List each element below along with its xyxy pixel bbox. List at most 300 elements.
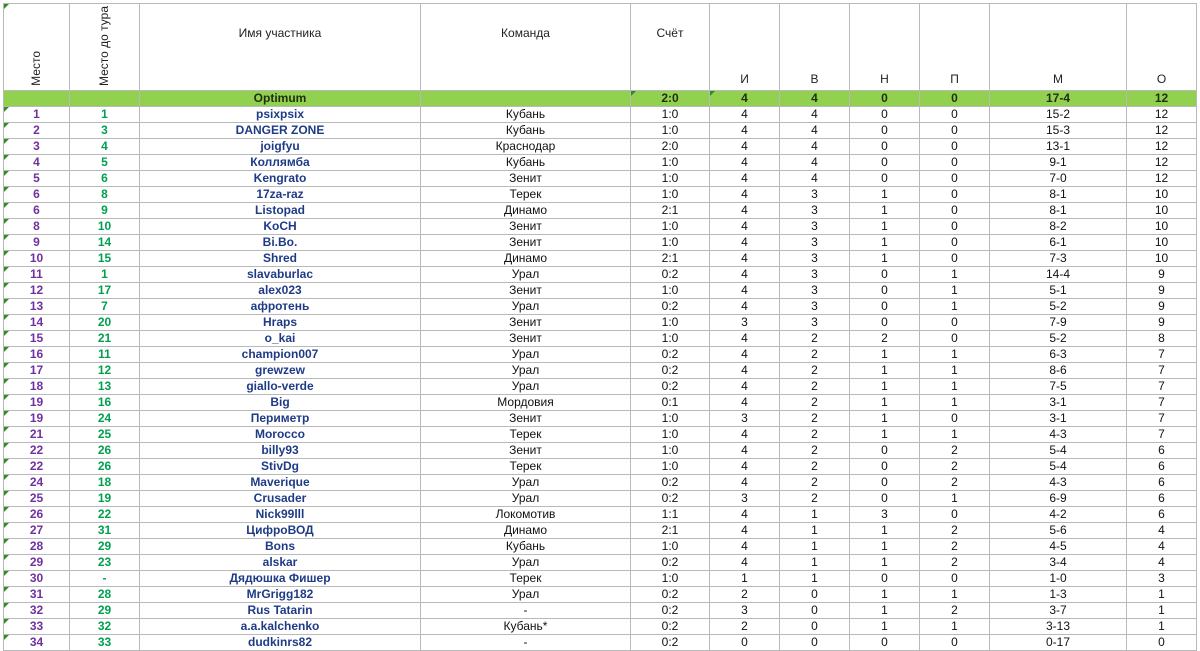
row-draws: 0 [850,491,920,507]
row-name: ЦифроВОД [140,523,421,539]
row-prev-place: 9 [70,203,140,219]
row-games: 4 [710,443,780,459]
row-score: 0:2 [631,619,710,635]
row-score: 0:2 [631,363,710,379]
row-team: Зенит [421,315,631,331]
row-place: 19 [4,411,70,427]
row-name: афротень [140,299,421,315]
row-score: 0:2 [631,587,710,603]
row-losses: 1 [920,491,990,507]
row-wins: 3 [780,187,850,203]
row-goals: 14-4 [990,267,1127,283]
row-score: 1:0 [631,315,710,331]
row-wins: 3 [780,267,850,283]
row-draws: 0 [850,315,920,331]
row-games: 4 [710,539,780,555]
row-losses: 1 [920,299,990,315]
table-row [4,315,1197,331]
table-row [4,235,1197,251]
row-team: Урал [421,587,631,603]
row-score: 0:2 [631,635,710,651]
row-wins: 2 [780,443,850,459]
row-draws: 0 [850,635,920,651]
row-losses: 0 [920,411,990,427]
row-place: 22 [4,443,70,459]
row-games: 4 [710,171,780,187]
row-prev-place: 33 [70,635,140,651]
row-prev-place: 8 [70,187,140,203]
row-losses: 0 [920,155,990,171]
optimum-goals: 17-4 [990,91,1127,107]
row-place: 33 [4,619,70,635]
row-games: 4 [710,299,780,315]
row-place: 25 [4,491,70,507]
row-prev-place: 18 [70,475,140,491]
row-score: 0:2 [631,299,710,315]
row-losses: 0 [920,235,990,251]
row-place: 12 [4,283,70,299]
row-wins: 2 [780,475,850,491]
row-points: 12 [1127,107,1197,123]
header-score: Счёт [631,4,710,91]
table-row [4,443,1197,459]
table-row [4,619,1197,635]
row-draws: 0 [850,171,920,187]
row-draws: 2 [850,331,920,347]
row-place: 10 [4,251,70,267]
row-draws: 0 [850,459,920,475]
row-losses: 0 [920,107,990,123]
table-row [4,219,1197,235]
row-place: 32 [4,603,70,619]
row-name: grewzew [140,363,421,379]
row-wins: 2 [780,459,850,475]
row-goals: 7-3 [990,251,1127,267]
row-draws: 0 [850,107,920,123]
row-wins: 2 [780,411,850,427]
row-score: 0:2 [631,347,710,363]
row-prev-place: 19 [70,491,140,507]
row-place: 19 [4,395,70,411]
optimum-name: Optimum [140,91,421,107]
row-draws: 1 [850,379,920,395]
table-row [4,555,1197,571]
row-games: 2 [710,587,780,603]
row-losses: 2 [920,443,990,459]
row-prev-place: 11 [70,347,140,363]
row-team: Кубань [421,539,631,555]
row-wins: 2 [780,491,850,507]
row-goals: 3-1 [990,395,1127,411]
row-score: 1:0 [631,171,710,187]
row-goals: 4-2 [990,507,1127,523]
row-wins: 4 [780,107,850,123]
row-games: 3 [710,491,780,507]
row-draws: 1 [850,203,920,219]
header-goals: М [990,4,1127,91]
row-losses: 2 [920,475,990,491]
row-goals: 15-3 [990,123,1127,139]
optimum-place [4,91,70,107]
row-team: Динамо [421,251,631,267]
row-losses: 2 [920,603,990,619]
row-prev-place: 14 [70,235,140,251]
row-place: 6 [4,203,70,219]
row-draws: 1 [850,619,920,635]
row-team: Урал [421,379,631,395]
row-place: 6 [4,187,70,203]
row-name: Bi.Bo. [140,235,421,251]
row-losses: 0 [920,251,990,267]
header-losses: П [920,4,990,91]
row-games: 3 [710,315,780,331]
row-goals: 4-3 [990,427,1127,443]
row-draws: 1 [850,187,920,203]
row-points: 1 [1127,587,1197,603]
row-games: 4 [710,427,780,443]
row-goals: 1-0 [990,571,1127,587]
row-losses: 1 [920,395,990,411]
row-wins: 0 [780,635,850,651]
row-name: Bons [140,539,421,555]
row-score: 1:0 [631,443,710,459]
row-wins: 2 [780,347,850,363]
row-wins: 1 [780,523,850,539]
row-team: Зенит [421,283,631,299]
table-row [4,347,1197,363]
row-losses: 0 [920,331,990,347]
header-team: Команда [421,4,631,91]
row-name: KoCH [140,219,421,235]
row-draws: 3 [850,507,920,523]
row-games: 3 [710,411,780,427]
row-score: 1:0 [631,427,710,443]
row-goals: 5-2 [990,299,1127,315]
row-games: 4 [710,267,780,283]
row-name: MrGrigg182 [140,587,421,603]
row-points: 4 [1127,555,1197,571]
row-wins: 0 [780,619,850,635]
row-games: 4 [710,347,780,363]
row-wins: 2 [780,395,850,411]
row-team: Урал [421,475,631,491]
row-name: Hraps [140,315,421,331]
row-games: 4 [710,363,780,379]
row-wins: 3 [780,251,850,267]
row-losses: 0 [920,571,990,587]
row-losses: 2 [920,555,990,571]
header-place: Место [4,4,70,91]
row-score: 1:0 [631,107,710,123]
row-place: 26 [4,507,70,523]
table-row [4,427,1197,443]
table-row [4,363,1197,379]
table-row [4,475,1197,491]
row-draws: 1 [850,219,920,235]
table-row [4,603,1197,619]
row-draws: 0 [850,123,920,139]
row-points: 10 [1127,251,1197,267]
row-draws: 1 [850,235,920,251]
row-prev-place: 5 [70,155,140,171]
row-goals: 7-0 [990,171,1127,187]
row-place: 9 [4,235,70,251]
row-goals: 5-2 [990,331,1127,347]
row-score: 1:0 [631,187,710,203]
row-wins: 4 [780,171,850,187]
row-wins: 4 [780,155,850,171]
row-score: 1:0 [631,539,710,555]
row-prev-place: 29 [70,603,140,619]
row-games: 4 [710,555,780,571]
row-losses: 1 [920,427,990,443]
row-team: Урал [421,299,631,315]
row-wins: 0 [780,587,850,603]
row-losses: 0 [920,123,990,139]
row-name: Maverique [140,475,421,491]
row-wins: 3 [780,235,850,251]
row-points: 12 [1127,123,1197,139]
row-team: Терек [421,187,631,203]
row-place: 14 [4,315,70,331]
row-name: Crusader [140,491,421,507]
row-team: Краснодар [421,139,631,155]
row-score: 2:1 [631,203,710,219]
row-games: 4 [710,203,780,219]
row-goals: 3-7 [990,603,1127,619]
optimum-row [4,91,1197,107]
row-draws: 0 [850,267,920,283]
row-score: 0:2 [631,491,710,507]
row-prev-place: 24 [70,411,140,427]
row-place: 24 [4,475,70,491]
row-team: Зенит [421,219,631,235]
row-score: 1:0 [631,459,710,475]
row-name: alex023 [140,283,421,299]
row-team: Терек [421,571,631,587]
row-goals: 5-6 [990,523,1127,539]
row-team: Урал [421,491,631,507]
row-points: 12 [1127,155,1197,171]
row-name: champion007 [140,347,421,363]
row-score: 1:0 [631,219,710,235]
table-row [4,587,1197,603]
row-games: 4 [710,107,780,123]
row-prev-place: 26 [70,459,140,475]
row-points: 10 [1127,187,1197,203]
row-score: 0:1 [631,395,710,411]
row-draws: 0 [850,283,920,299]
row-place: 4 [4,155,70,171]
row-prev-place: 3 [70,123,140,139]
row-team: Урал [421,555,631,571]
row-score: 0:2 [631,555,710,571]
row-score: 0:2 [631,267,710,283]
row-wins: 1 [780,555,850,571]
row-games: 4 [710,331,780,347]
row-losses: 2 [920,459,990,475]
row-team: Урал [421,363,631,379]
row-prev-place: 6 [70,171,140,187]
row-place: 17 [4,363,70,379]
table-row [4,251,1197,267]
row-draws: 1 [850,539,920,555]
row-draws: 1 [850,251,920,267]
row-prev-place: 26 [70,443,140,459]
row-games: 4 [710,219,780,235]
row-points: 9 [1127,299,1197,315]
row-points: 9 [1127,267,1197,283]
row-games: 4 [710,379,780,395]
row-points: 10 [1127,235,1197,251]
row-name: giallo-verde [140,379,421,395]
row-wins: 2 [780,363,850,379]
row-name: o_kai [140,331,421,347]
row-prev-place: 15 [70,251,140,267]
row-team: Кубань [421,155,631,171]
table-row [4,523,1197,539]
row-goals: 8-2 [990,219,1127,235]
row-wins: 3 [780,203,850,219]
row-prev-place: - [70,571,140,587]
row-place: 21 [4,427,70,443]
row-name: Коллямба [140,155,421,171]
row-losses: 1 [920,363,990,379]
row-points: 9 [1127,315,1197,331]
row-losses: 1 [920,283,990,299]
row-place: 15 [4,331,70,347]
row-place: 31 [4,587,70,603]
row-points: 0 [1127,635,1197,651]
row-wins: 2 [780,331,850,347]
row-score: 1:0 [631,123,710,139]
row-wins: 3 [780,219,850,235]
row-prev-place: 29 [70,539,140,555]
table-row [4,635,1197,651]
optimum-losses: 0 [920,91,990,107]
row-losses: 0 [920,315,990,331]
row-name: Morocco [140,427,421,443]
row-wins: 1 [780,571,850,587]
header-prev-place: Место до тура [70,4,140,91]
row-points: 12 [1127,171,1197,187]
row-prev-place: 25 [70,427,140,443]
row-losses: 1 [920,347,990,363]
row-draws: 1 [850,523,920,539]
optimum-points: 12 [1127,91,1197,107]
row-points: 7 [1127,363,1197,379]
header-name: Имя участника [140,4,421,91]
table-row [4,491,1197,507]
row-losses: 1 [920,619,990,635]
table-row [4,123,1197,139]
row-prev-place: 1 [70,107,140,123]
row-wins: 3 [780,299,850,315]
row-score: 1:0 [631,235,710,251]
row-games: 4 [710,251,780,267]
row-place: 16 [4,347,70,363]
row-team: Кубань* [421,619,631,635]
row-games: 4 [710,283,780,299]
row-points: 6 [1127,459,1197,475]
table-row [4,507,1197,523]
row-name: Kengrato [140,171,421,187]
row-score: 2:1 [631,251,710,267]
row-score: 0:2 [631,475,710,491]
row-draws: 1 [850,587,920,603]
row-score: 1:0 [631,571,710,587]
row-draws: 0 [850,571,920,587]
table-row [4,203,1197,219]
header-points: О [1127,4,1197,91]
row-games: 3 [710,603,780,619]
row-games: 4 [710,123,780,139]
row-points: 6 [1127,475,1197,491]
row-name: billy93 [140,443,421,459]
row-team: Зенит [421,171,631,187]
row-prev-place: 32 [70,619,140,635]
optimum-wins: 4 [780,91,850,107]
row-losses: 1 [920,587,990,603]
row-points: 3 [1127,571,1197,587]
row-place: 28 [4,539,70,555]
row-score: 2:1 [631,523,710,539]
row-wins: 4 [780,123,850,139]
row-prev-place: 21 [70,331,140,347]
row-place: 1 [4,107,70,123]
row-points: 6 [1127,491,1197,507]
table-row [4,155,1197,171]
row-name: joigfyu [140,139,421,155]
row-goals: 3-4 [990,555,1127,571]
optimum-score: 2:0 [631,91,710,107]
row-losses: 0 [920,635,990,651]
row-score: 1:0 [631,331,710,347]
row-points: 6 [1127,443,1197,459]
row-draws: 1 [850,555,920,571]
row-score: 1:1 [631,507,710,523]
row-prev-place: 1 [70,267,140,283]
row-goals: 5-1 [990,283,1127,299]
row-points: 7 [1127,411,1197,427]
row-losses: 0 [920,171,990,187]
standings-table [3,3,1197,651]
row-score: 1:0 [631,283,710,299]
header-wins: В [780,4,850,91]
row-name: Big [140,395,421,411]
row-goals: 3-1 [990,411,1127,427]
row-prev-place: 16 [70,395,140,411]
table-row [4,411,1197,427]
row-wins: 0 [780,603,850,619]
row-goals: 13-1 [990,139,1127,155]
row-score: 2:0 [631,139,710,155]
row-name: alskar [140,555,421,571]
row-place: 27 [4,523,70,539]
row-wins: 3 [780,315,850,331]
row-place: 3 [4,139,70,155]
row-losses: 1 [920,267,990,283]
row-name: dudkinrs82 [140,635,421,651]
row-losses: 1 [920,379,990,395]
table-row [4,107,1197,123]
row-games: 4 [710,235,780,251]
row-goals: 5-4 [990,459,1127,475]
row-prev-place: 23 [70,555,140,571]
row-place: 8 [4,219,70,235]
row-place: 13 [4,299,70,315]
row-score: 0:2 [631,379,710,395]
